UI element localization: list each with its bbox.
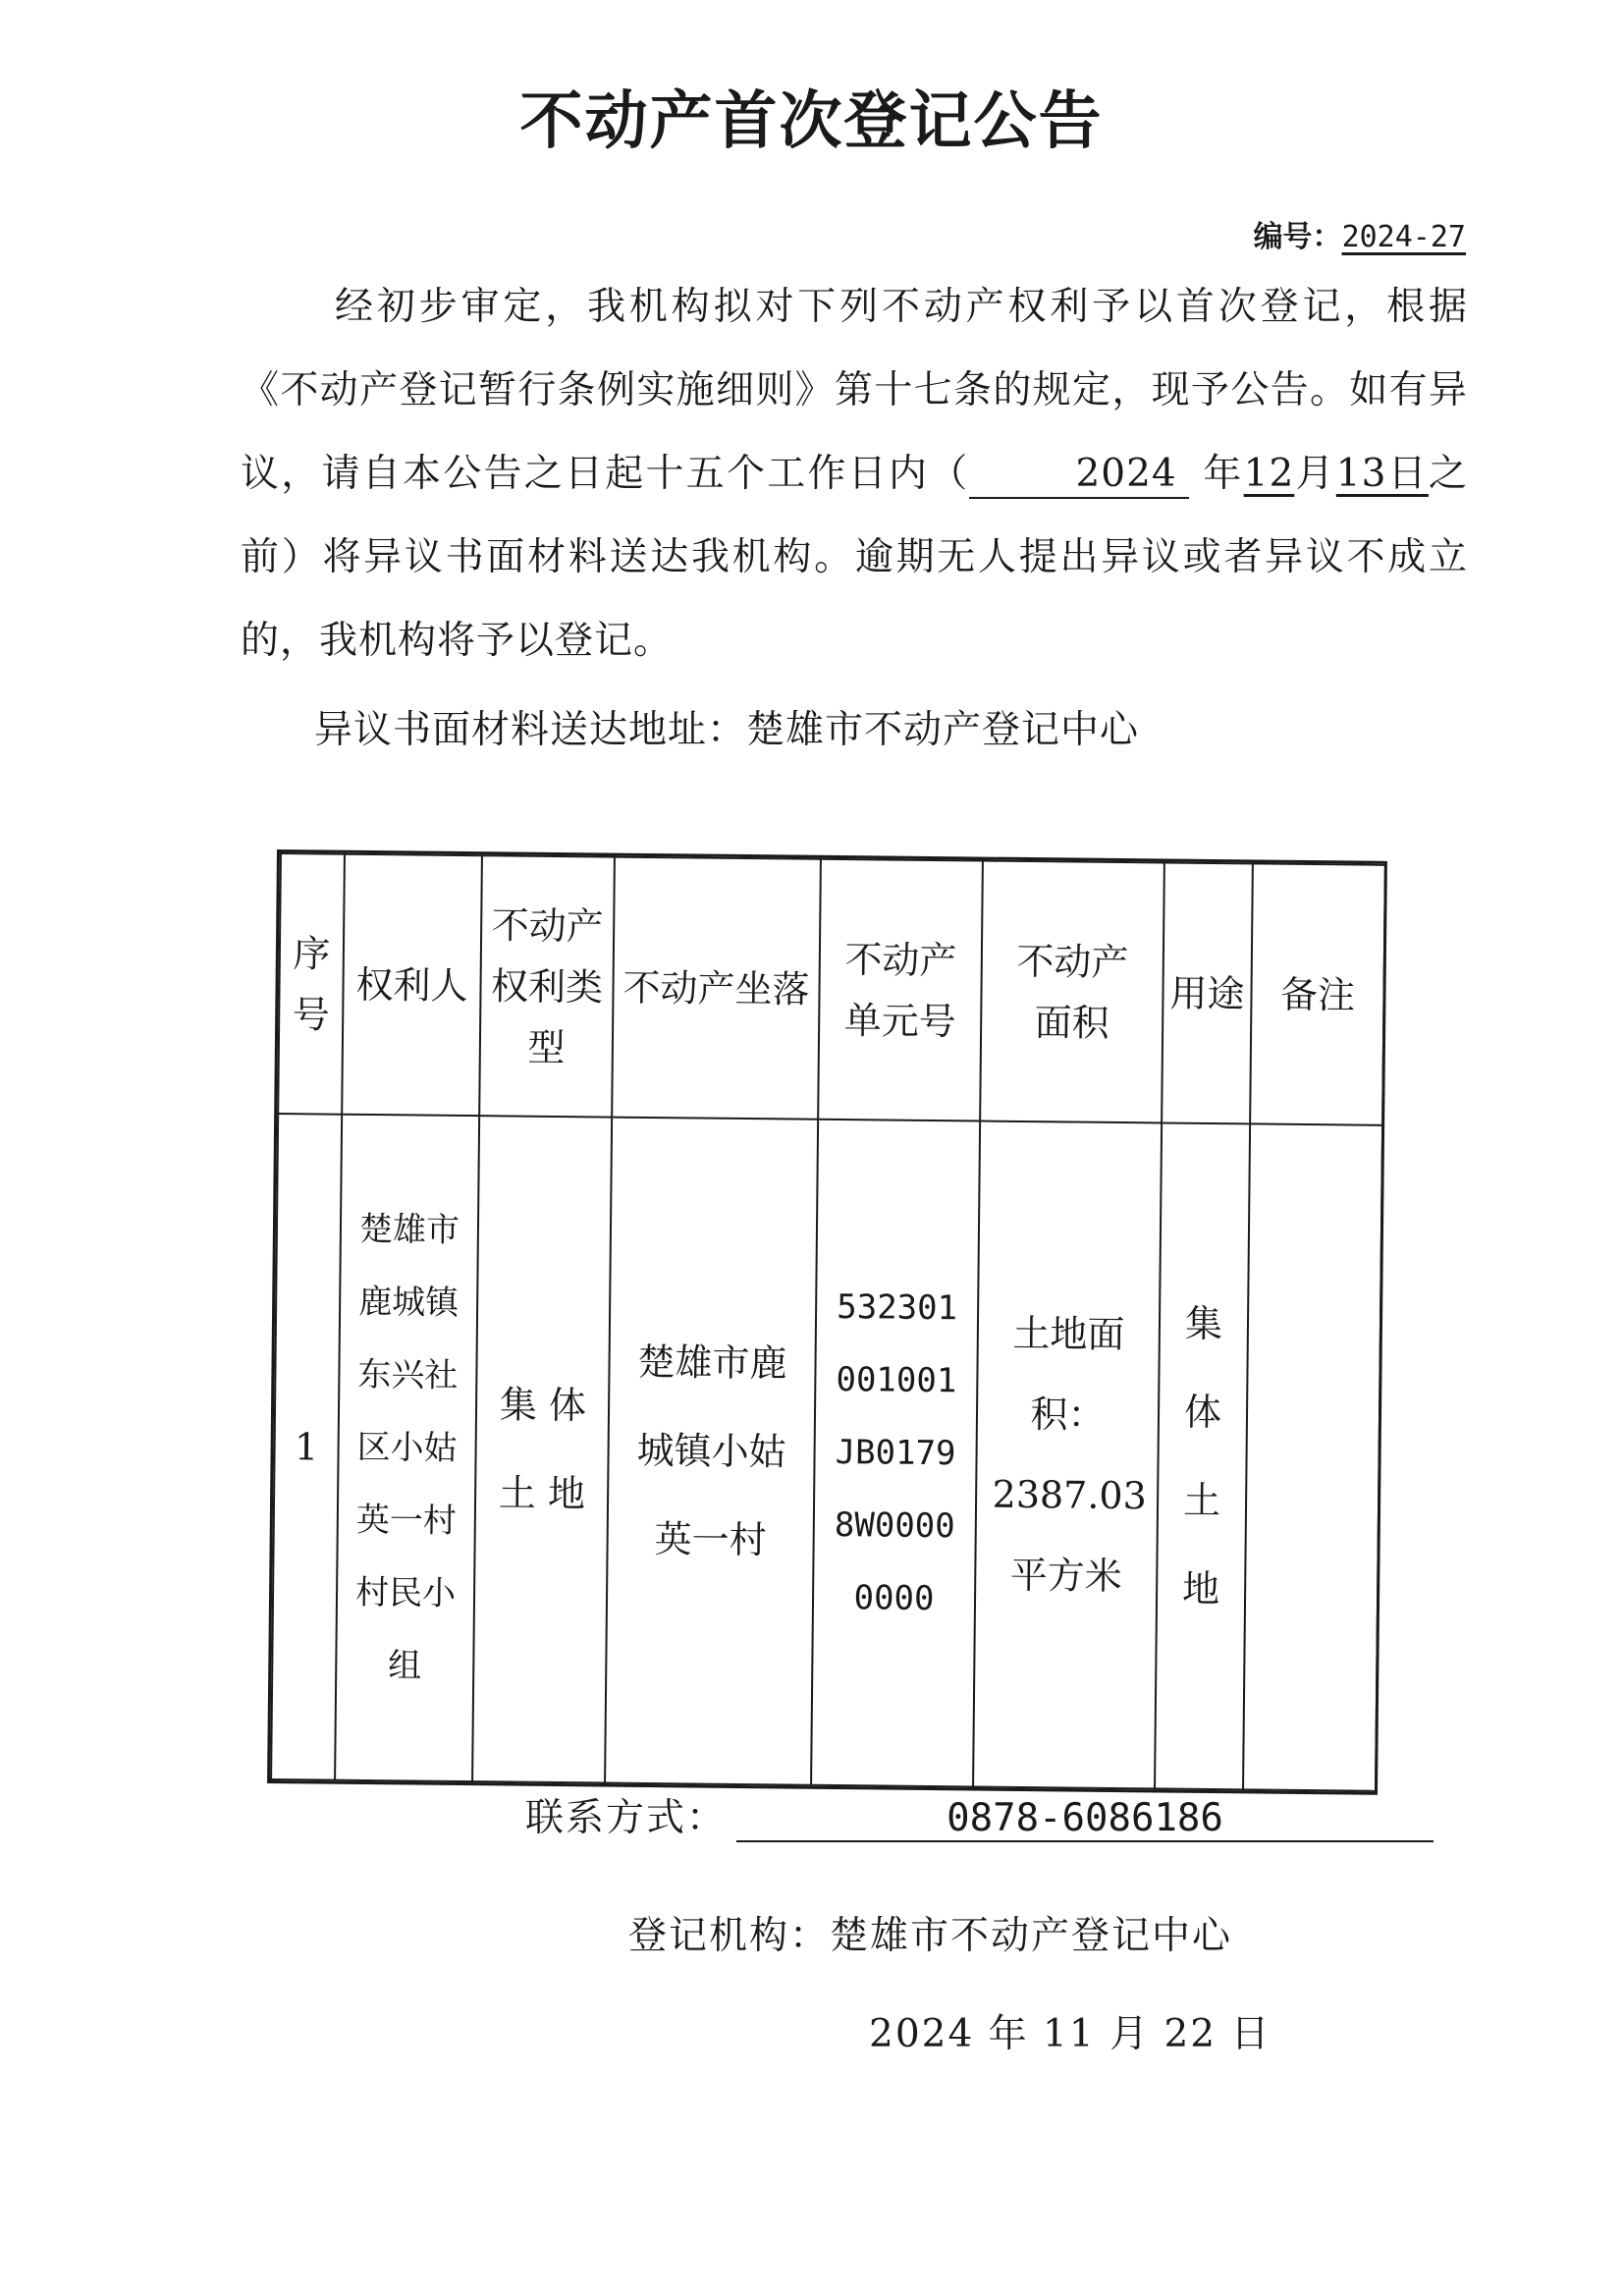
- document-number-value: 2024-27: [1341, 220, 1466, 254]
- cell-remark: [1243, 1123, 1382, 1790]
- intro-paragraph: [241, 265, 1468, 683]
- col-header-unit-no: 不动产单元号: [818, 859, 983, 1121]
- cell-location: 楚雄市鹿城镇小姑英一村: [605, 1118, 818, 1785]
- col-header-holder: 权利人: [342, 854, 482, 1116]
- deadline-day-suffix: 日: [1386, 452, 1429, 496]
- deadline-year: 2024: [969, 452, 1188, 499]
- cell-seq: 1: [271, 1114, 342, 1780]
- col-header-usage: 用途: [1162, 862, 1253, 1123]
- contact-label: 联系方式：: [525, 1796, 728, 1840]
- objection-address: 异议书面材料送达地址：楚雄市不动产登记中心: [314, 708, 1140, 752]
- col-header-area: 不动产面积: [980, 861, 1164, 1123]
- col-header-remark: 备注: [1250, 863, 1385, 1124]
- document-number-label: 编号：: [1253, 220, 1342, 254]
- col-header-right-type: 不动产权利类型: [479, 855, 615, 1117]
- cell-holder: 楚雄市鹿城镇东兴社区小姑英一村村民小组: [335, 1115, 479, 1781]
- table-row: [271, 1114, 1382, 1791]
- cell-area: 土地面积：2387.03平方米: [973, 1121, 1162, 1789]
- document-number: [1254, 212, 1466, 255]
- registration-org: 登记机构：楚雄市不动产登记中心: [628, 1914, 1233, 1958]
- deadline-month: 12: [1243, 452, 1295, 496]
- table-header-row: [278, 853, 1385, 1125]
- col-header-seq: 序号: [278, 853, 345, 1115]
- col-header-location: 不动产坐落: [612, 857, 821, 1120]
- page-title: 不动产首次登记公告: [519, 85, 1104, 158]
- cell-usage: 集体土地: [1155, 1122, 1250, 1789]
- contact-phone: 0878-6086186: [736, 1796, 1434, 1842]
- intro-text-1: 经初步审定，我机构拟对下列不动产权利予以首次登记，根据《不动产登记暂行条例实施细则》第十七条的规定，现予公告。如有异议，请自本公告之日起十五个工作日内（: [241, 285, 1468, 496]
- deadline-day: 13: [1335, 452, 1387, 496]
- intro-text-2: 之前）将异议书面材料送达我机构。逾期无人提出异议或者异议不成立的，我机构将予以登记。: [241, 452, 1468, 663]
- cell-right-type: 集 体 土 地: [472, 1116, 612, 1782]
- registration-table: [267, 849, 1387, 1795]
- deadline-month-suffix: 月: [1294, 452, 1336, 496]
- cell-unit-no: 532301001001JB01798W00000000: [811, 1120, 980, 1787]
- deadline-year-suffix: 年: [1203, 452, 1244, 496]
- contact-line: [525, 1787, 1434, 1842]
- issue-date: 2024 年 11 月 22 日: [869, 2012, 1271, 2056]
